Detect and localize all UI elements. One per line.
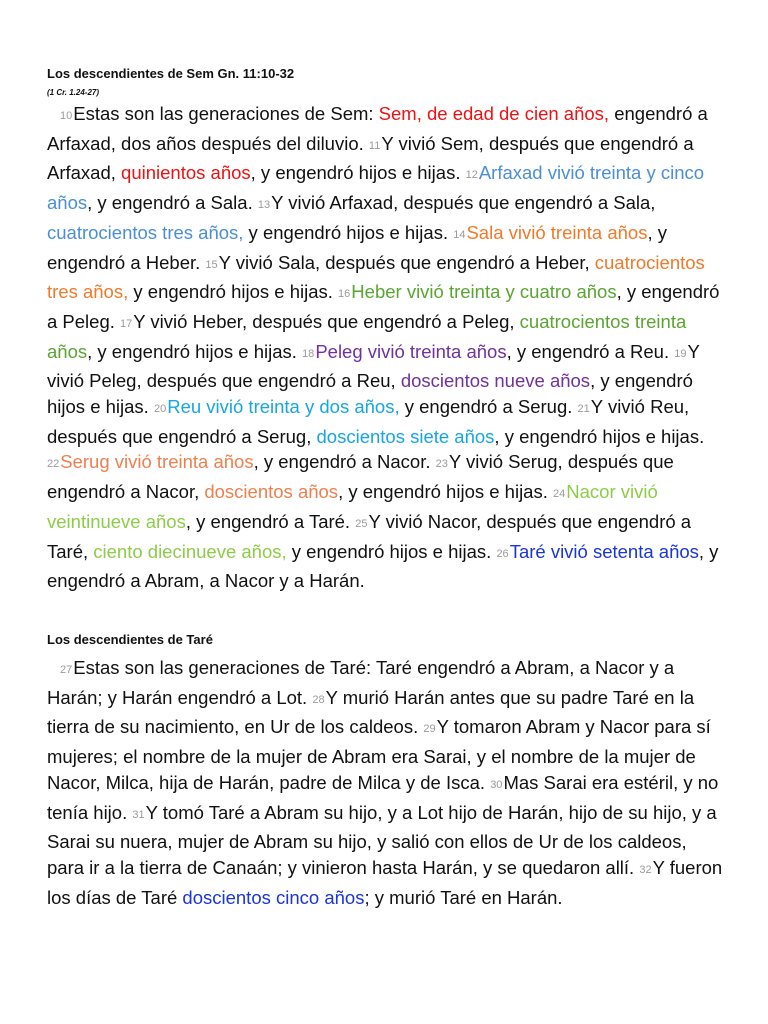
text-run: Y fueron los días de Taré (47, 856, 723, 908)
verse-number: 17 (120, 317, 133, 330)
text-run: Estas son las generaciones de Taré: Taré engendró a Abram, a Nacor y a Harán; y Harán engendró a Lot. (47, 657, 675, 708)
text-run: , y engendró a Abram, a Nacor y a Harán. (47, 540, 719, 592)
highlighted-text: Reu vivió treinta y dos años, (167, 396, 400, 418)
text-run: Y vivió Heber, después que engendró a Peleg, (133, 310, 520, 332)
text-run: Y tomó Taré a Abram su hijo, y a Lot hijo de Harán, hijo de su hijo, y a Sarai su nuera, mujer de Abram su hijo, y salió con ellos de Ur de los caldeos, para ir a la tierra de Canaán; y vinieron hasta Harán, y se quedaron allí. (47, 801, 717, 878)
verse-number: 11 (368, 139, 381, 152)
highlighted-text: Taré vivió setenta años (509, 540, 699, 562)
text-run: , y engendró hijos e hijas. (47, 370, 693, 418)
text-run: Y vivió Nacor, después que engendró a Taré, (47, 510, 692, 562)
text-run: Y vivió Reu, después que engendró a Serug, (47, 396, 690, 447)
verse-number: 18 (302, 347, 315, 360)
paragraph-sem-descendants (47, 101, 727, 594)
highlighted-text: ciento diecinueve años, (93, 540, 287, 562)
verse-number: 27 (60, 664, 73, 676)
verse-number: 14 (453, 228, 466, 241)
verse-number: 15 (205, 258, 218, 271)
text-run: Estas son las generaciones de Sem: (73, 103, 379, 124)
verse-number: 26 (496, 547, 509, 560)
text-run: Y tomaron Abram y Nacor para sí mujeres; el nombre de la mujer de Abram era Sarai, y el nombre de la mujer de Nacor, Milca, hija de Harán, padre de Milca y de Isca. (47, 716, 711, 793)
verse-number: 28 (312, 693, 325, 706)
verse-number: 20 (153, 403, 167, 416)
text-run: Y murió Harán antes que su padre Taré en la tierra de su nacimiento, en Ur de los caldeos. (47, 686, 695, 738)
highlighted-text: cuatrocientos tres años, (47, 221, 244, 243)
text-run: , y engendró hijos e hijas. (338, 481, 553, 503)
verse-number: 10 (60, 110, 73, 122)
text-run: y engendró hijos e hijas. (286, 540, 497, 562)
highlighted-text: doscientos años (204, 481, 339, 503)
text-run: , y engendró a Taré. (185, 510, 356, 532)
highlighted-text: doscientos siete años (316, 425, 495, 447)
text-run: , y engendró a Sala. (87, 192, 258, 214)
verse-number: 22 (47, 458, 60, 471)
text-run: Y vivió Arfaxad, después que engendró a Sala, (271, 192, 656, 214)
paragraph-tare-descendants (47, 655, 727, 910)
verse-number: 32 (639, 863, 652, 876)
highlighted-text: cuatrocientos tres años, (47, 251, 705, 303)
text-run: Mas Sarai era estéril, y no tenía hijo. (47, 771, 719, 823)
text-run: Y vivió Peleg, después que engendró a Reu, (47, 340, 700, 392)
text-run: , y engendró a Heber. (47, 221, 667, 273)
verse-number: 31 (132, 808, 145, 821)
verse-number: 19 (674, 347, 687, 360)
highlighted-text: Heber vivió treinta y cuatro años (351, 281, 617, 303)
highlighted-text: Nacor vivió veintinueve años (47, 481, 658, 532)
section-heading-tare: Los descendientes de Taré (47, 632, 213, 647)
text-run: Y vivió Serug, después que engendró a Nacor, (47, 451, 674, 503)
highlighted-text: Sem, de edad de cien años, (378, 103, 610, 124)
verse-number: 13 (257, 199, 271, 212)
verse-number: 23 (435, 458, 448, 471)
verse-number: 16 (338, 288, 351, 301)
highlighted-text: doscientos nueve años (400, 370, 591, 392)
text-run: , y engendró hijos e hijas. (494, 425, 705, 447)
verse-number: 25 (355, 517, 368, 530)
text-run: Y vivió Sem, después que engendró a Arfaxad, (47, 132, 694, 184)
text-run: , y engendró hijos e hijas. (250, 162, 466, 184)
text-run: ; y murió Taré en Harán. (364, 886, 563, 908)
text-run: , y engendró a Reu. (506, 340, 675, 362)
verse-number: 30 (490, 778, 503, 791)
text-run: , y engendró a Nacor. (253, 451, 436, 473)
text-run: y engendró hijos e hijas. (243, 221, 454, 243)
highlighted-text: Sala vivió treinta años (466, 221, 648, 243)
verse-number: 21 (577, 403, 590, 416)
section-heading-sem: Los descendientes de Sem Gn. 11:10-32 (47, 66, 295, 81)
highlighted-text: cuatrocientos treinta años (47, 310, 687, 362)
verse-number: 24 (553, 488, 566, 501)
text-run: Y vivió Sala, después que engendró a Heber, (218, 251, 595, 273)
text-run: engendró a Arfaxad, dos años después del diluvio. (47, 103, 708, 154)
highlighted-text: Serug vivió treinta años (60, 451, 254, 473)
text-run: , y engendró a Peleg. (47, 281, 720, 332)
highlighted-text: Arfaxad vivió treinta y cinco años (47, 162, 705, 214)
cross-reference: (1 Cr. 1.24-27) (47, 88, 100, 97)
verse-number: 12 (465, 169, 478, 182)
highlighted-text: Peleg vivió treinta años (315, 340, 507, 362)
text-run: y engendró a Serug. (399, 396, 578, 418)
text-run: y engendró hijos e hijas. (128, 281, 339, 303)
highlighted-text: quinientos años (121, 162, 251, 184)
text-run: , y engendró hijos e hijas. (87, 340, 303, 362)
highlighted-text: doscientos cinco años (182, 886, 365, 908)
verse-number: 29 (423, 723, 436, 736)
